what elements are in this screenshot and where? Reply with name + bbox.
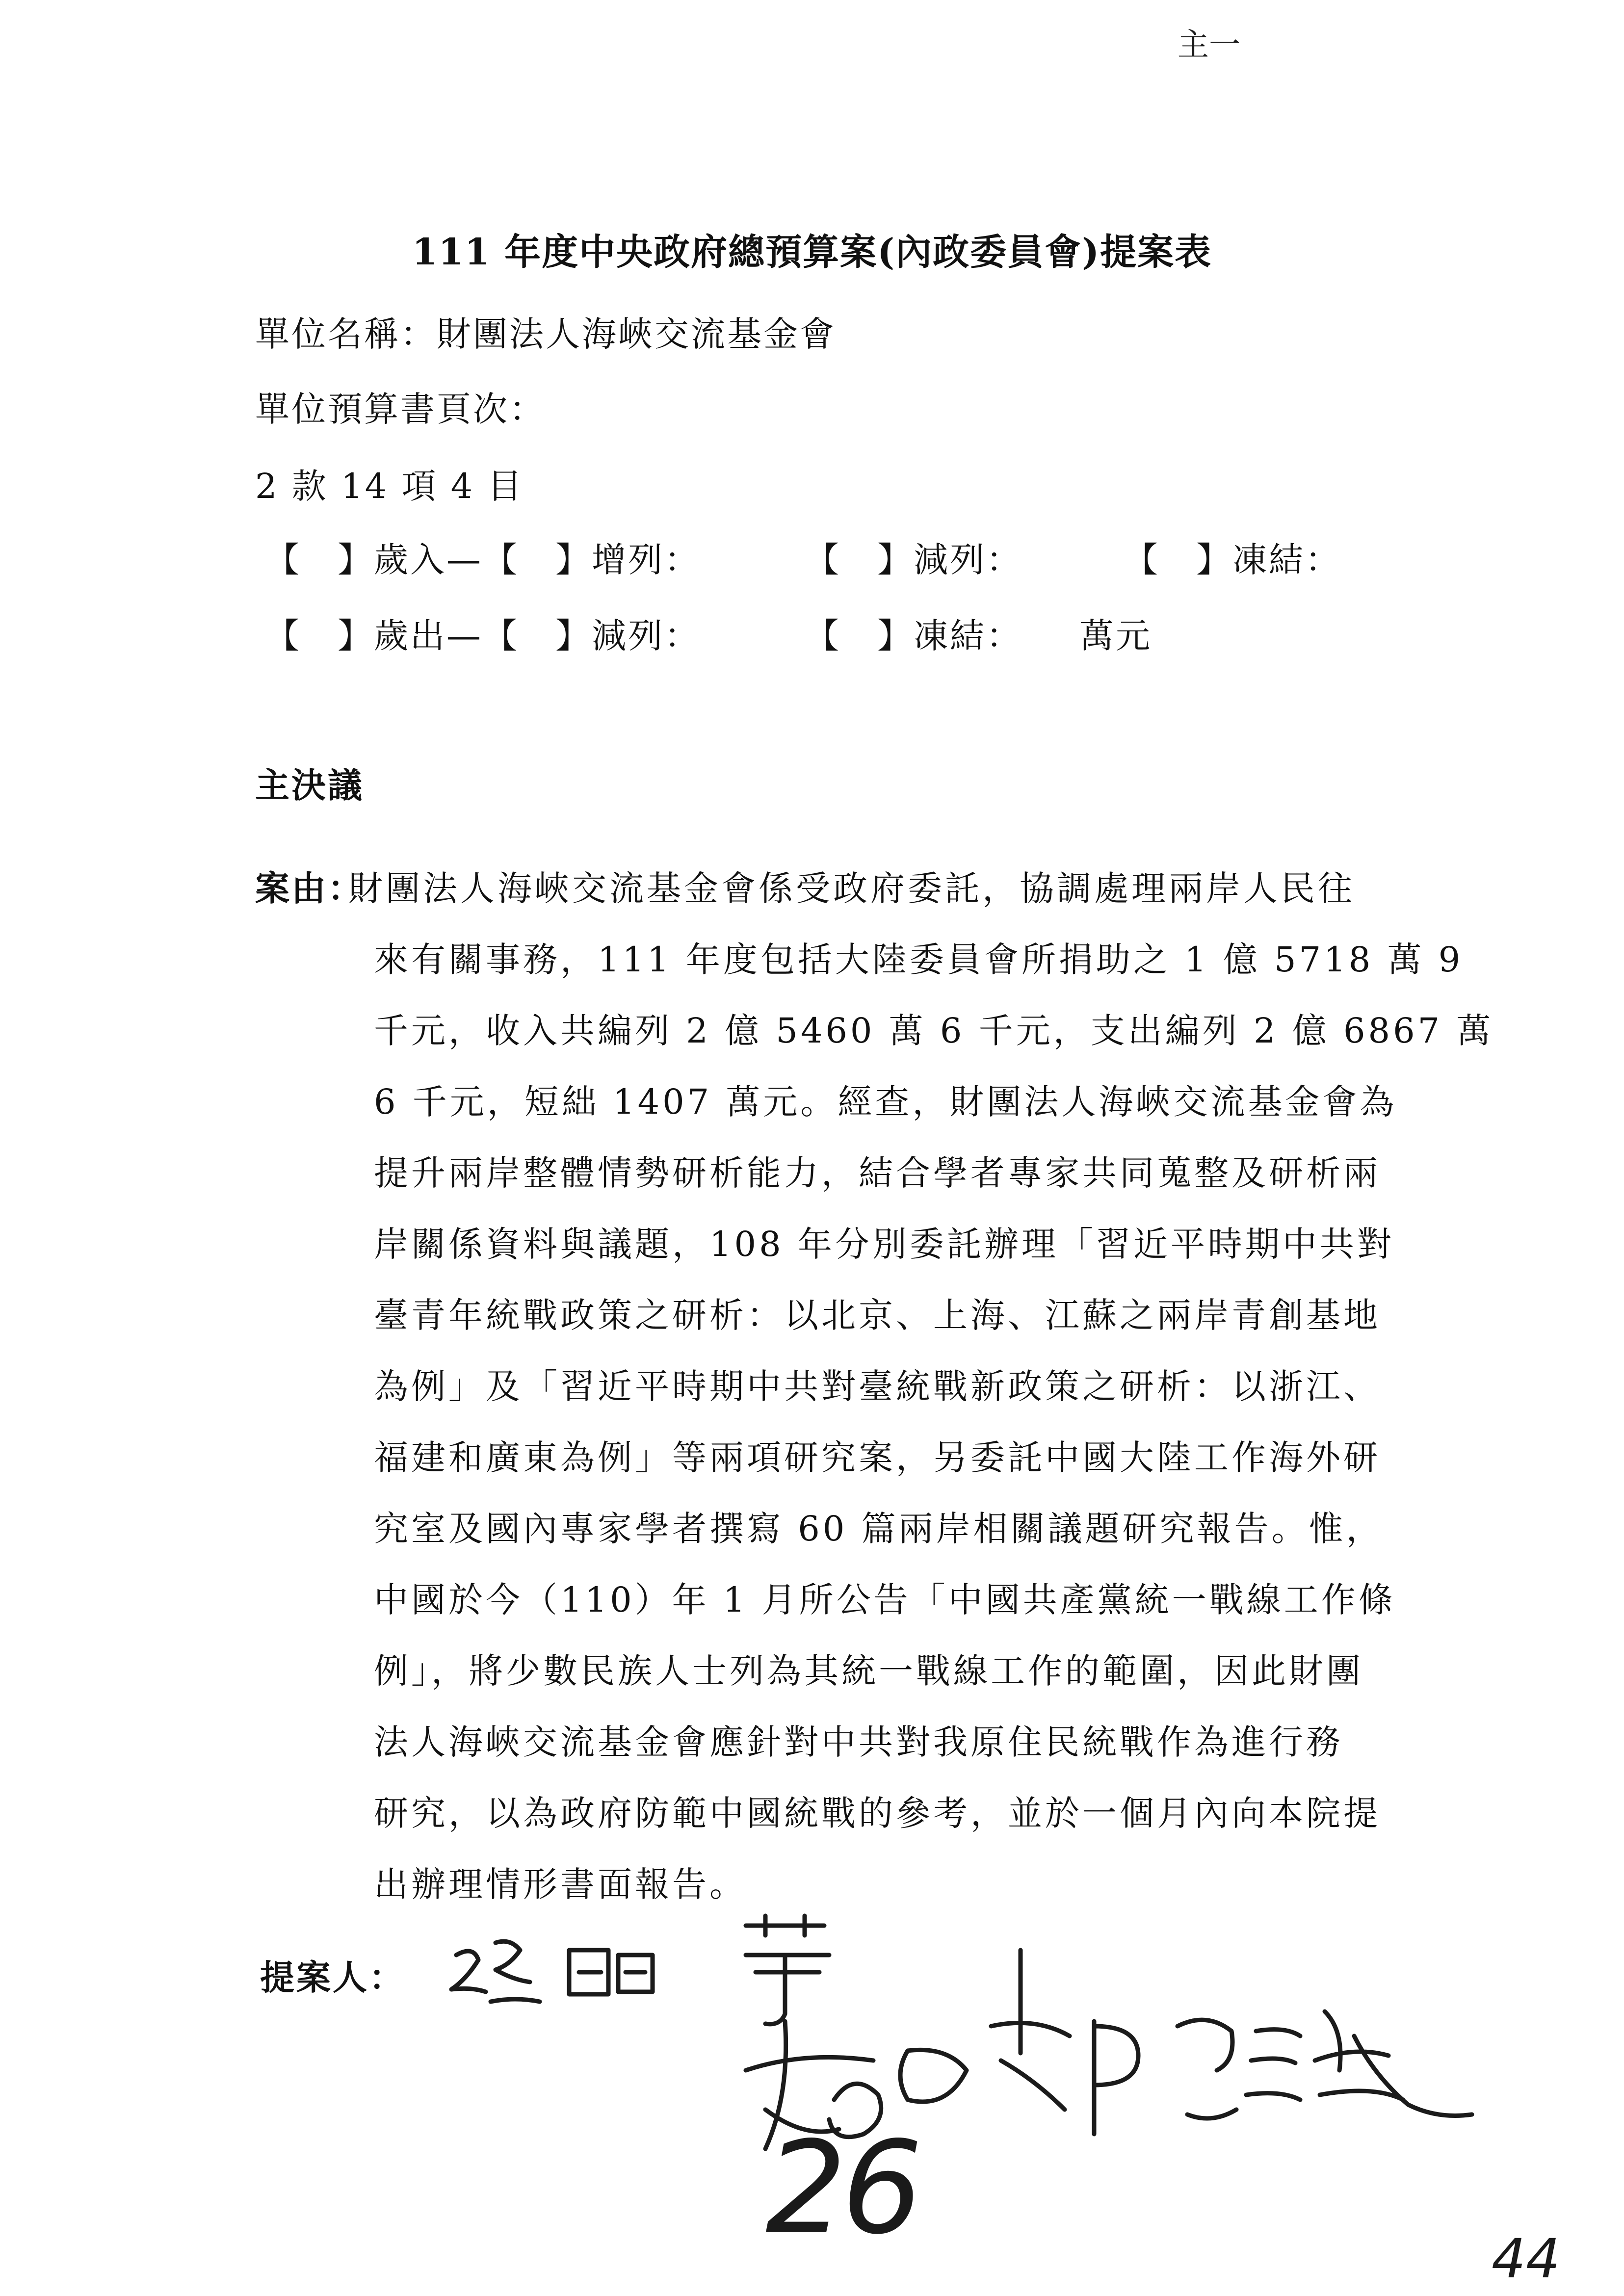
reason-line: 出辦理情形書面報告。 <box>374 1864 747 1905</box>
reason-line: 研究，以為政府防範中國統戰的參考，並於一個月內向本院提 <box>374 1793 1381 1833</box>
reason-line: 財團法人海峽交流基金會係受政府委託，協調處理兩岸人民往 <box>348 868 1355 909</box>
reason-line: 福建和廣東為例」等兩項研究案，另委託中國大陸工作海外研 <box>374 1437 1381 1478</box>
page-number: 44 <box>1492 2227 1560 2290</box>
reason-line: 6 千元，短絀 1407 萬元。經查，財團法人海峽交流基金會為 <box>374 1082 1397 1122</box>
revenue-decrease-field: 【 】減列： <box>805 540 1022 580</box>
expense-freeze-field: 【 】凍結： <box>805 616 1022 656</box>
signature-stroke <box>569 1950 653 1994</box>
revenue-freeze-field: 【 】凍結： <box>1124 540 1341 580</box>
reason-line: 為例」及「習近平時期中共對臺統戰新政策之研析：以浙江、 <box>374 1366 1381 1407</box>
reason-line: 臺青年統戰政策之研析：以北京、上海、江蘇之兩岸青創基地 <box>374 1295 1381 1335</box>
reason-line: 千元，收入共編列 2 億 5460 萬 6 千元，支出編列 2 億 6867 萬 <box>374 1011 1494 1051</box>
budget-page-label: 單位預算書頁次： <box>255 389 546 429</box>
signature-stroke <box>451 1951 486 1992</box>
expense-decrease-field: 【 】歲出—【 】減列： <box>265 616 701 656</box>
proposer-label: 提案人： <box>260 1957 405 1998</box>
reason-line: 法人海峽交流基金會應針對中共對我原住民統戰作為進行務 <box>374 1722 1343 1762</box>
revenue-increase-field: 【 】歲入—【 】增列： <box>265 540 701 580</box>
signature-stroke <box>1246 2030 1300 2100</box>
signature-stroke <box>1315 2011 1472 2116</box>
section-ref: 2 款 14 項 4 目 <box>255 466 524 506</box>
signature-stroke <box>991 1950 1070 2110</box>
reason-line: 來有關事務，111 年度包括大陸委員會所捐助之 1 億 5718 萬 9 <box>374 939 1464 980</box>
unit-label: 萬元 <box>1079 616 1152 656</box>
reason-line: 例」，將少數民族人士列為其統一戰線工作的範圍，因此財團 <box>374 1651 1363 1691</box>
reason-label: 案由： <box>255 868 364 909</box>
signature-stroke <box>1178 2020 1236 2118</box>
unit-name: 單位名稱：財團法人海峽交流基金會 <box>255 314 836 354</box>
signature-stroke <box>900 2050 967 2102</box>
reason-line: 究室及國內專家學者撰寫 60 篇兩岸相關議題研究報告。惟， <box>374 1509 1384 1549</box>
reason-line: 岸關係資料與議題，108 年分別委託辦理「習近平時期中共對 <box>374 1224 1394 1264</box>
section-heading: 主決議 <box>255 765 364 806</box>
reason-line: 提升兩岸整體情勢研析能力，結合學者專家共同蒐整及研析兩 <box>374 1153 1381 1193</box>
document-title: 111 年度中央政府總預算案(內政委員會)提案表 <box>412 231 1212 273</box>
signature-stroke <box>746 1916 829 2024</box>
reason-line: 中國於今（110）年 1 月所公告「中國共產黨統一戰線工作條 <box>374 1580 1396 1620</box>
signature-stroke <box>491 1941 540 2002</box>
signature-stroke <box>1094 2021 1138 2134</box>
handwritten-number: 26 <box>765 2114 918 2263</box>
corner-mark: 主一 <box>1178 27 1240 63</box>
